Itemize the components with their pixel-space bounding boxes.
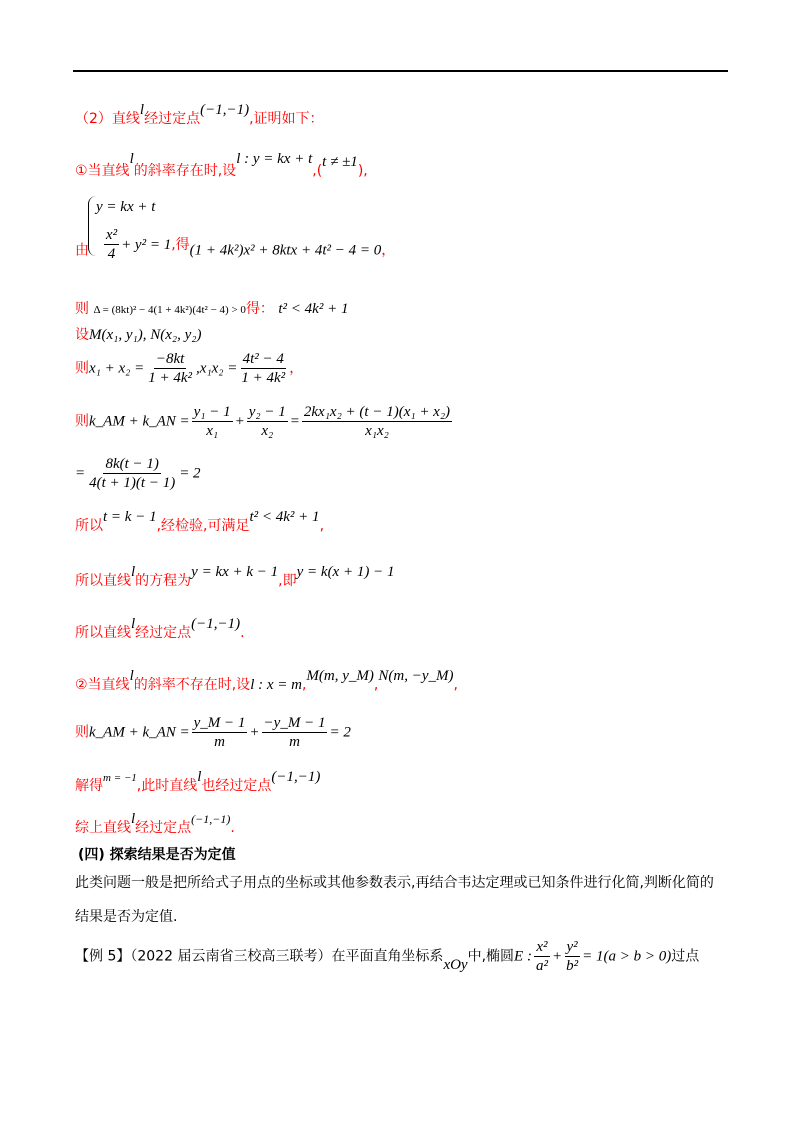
delta-de: 得： <box>245 301 274 317</box>
conclusion-line <box>75 811 235 837</box>
example5-zhong: 中,椭圆 <box>467 948 515 965</box>
system-de: ,得 <box>171 236 190 253</box>
lineeq-ji: ,即 <box>278 573 297 589</box>
vieta-prod-den: 1 + 4k² <box>241 370 286 386</box>
solve-label: 解得 <box>75 778 103 794</box>
section4-heading <box>78 844 236 864</box>
system-eq1 <box>96 199 155 216</box>
system-eq1-text: y = kx + t <box>96 199 156 215</box>
solve-text: ,此时直线 <box>136 778 198 794</box>
slopesum-f1-den: x₁ <box>206 423 219 439</box>
line-l-symbol: l <box>131 811 136 827</box>
case1-text: 的斜率存在时,设 <box>133 163 237 179</box>
slopesum-f3-num: 2kx₁x₂ + (t − 1)(x₁ + x₂) <box>303 404 451 420</box>
vieta-prod-fraction <box>239 350 287 387</box>
quadratic-result: (1 + 4k²)x² + 8ktx + 4t² − 4 = 0 <box>189 242 382 259</box>
eq2-rest: + y² = 1 <box>121 236 172 253</box>
header-rule <box>73 70 728 72</box>
line-l-symbol: l <box>197 769 202 785</box>
slopesum2-rhs: = 2 <box>329 724 351 741</box>
ellipse-f1-den: a² <box>535 958 548 974</box>
part2-passes: 经过定点 <box>144 111 201 127</box>
slopesum2-f2-den: m <box>289 734 300 750</box>
example5-tag: 【例 5】 <box>75 948 131 965</box>
para-text2: 结果是否为定值. <box>75 909 178 925</box>
fixed-point: (−1,−1) <box>271 769 321 785</box>
system-line <box>75 227 396 269</box>
slopesum2-f1 <box>192 714 248 751</box>
case2-c2: , <box>373 677 379 693</box>
slopesum-line <box>75 403 454 440</box>
slopesum-ze: 则 <box>75 413 89 430</box>
fixed-point: (−1,−1) <box>200 102 250 118</box>
simplify-den: 4(t + 1)(t − 1) <box>89 475 176 491</box>
vieta-ze: 则 <box>75 360 89 377</box>
lineeq-expr2: y = k(x + 1) − 1 <box>296 564 395 580</box>
ellipse-e: E : <box>514 948 532 965</box>
example5-tail: 过点 <box>671 948 700 965</box>
lineeq-expr1: y = kx + k − 1 <box>191 564 279 580</box>
system-tail: ， <box>381 242 396 259</box>
simplify-line <box>75 455 201 492</box>
slopesum2-ze: 则 <box>75 724 89 741</box>
delta-ze: 则 <box>75 301 89 317</box>
slopesum-eq: = <box>289 413 300 430</box>
case2-text: 的斜率不存在时,设 <box>133 677 251 693</box>
lineeq-text: 的方程为 <box>135 573 192 589</box>
conclusion-text: 经过定点 <box>135 820 192 836</box>
ellipse-f1 <box>534 938 550 975</box>
vieta-tail: ， <box>289 360 304 377</box>
system-you: 由 <box>75 242 89 259</box>
case2-line <box>75 668 458 694</box>
solve-text2: 也经过定点 <box>201 778 272 794</box>
slopesum-f3-den: x₁x₂ <box>365 423 389 439</box>
slopesum-f1-num: y₁ − 1 <box>193 404 231 420</box>
part2-line <box>75 102 324 128</box>
line-equation: l : y = kx + t <box>236 151 313 167</box>
conclusion-label: 综上直线 <box>75 820 131 836</box>
xoy-symbol: xOy <box>443 956 468 973</box>
point-n: N(m, −y_M) <box>378 668 454 684</box>
line-l-symbol: l <box>129 668 134 684</box>
para-line2 <box>75 906 177 926</box>
simplify-eq: = <box>75 465 86 482</box>
para-line1 <box>75 872 714 892</box>
fixed-point: (−1,−1) <box>191 616 241 632</box>
simplify-rhs: = 2 <box>179 465 201 482</box>
line-l-symbol: l <box>129 151 134 167</box>
soyi-check: ,经检验,可满足 <box>156 518 250 534</box>
case2-c1: , <box>301 677 307 693</box>
slopesum2-line <box>75 714 351 751</box>
point-m: M(m, y_M) <box>306 668 374 684</box>
case1-intro: ①当直线 <box>75 163 130 179</box>
lineeq-label: 所以直线 <box>75 573 131 589</box>
eq2-num: x² <box>105 227 118 243</box>
example5-line <box>75 938 699 975</box>
points-mn: M(x₁, y₁), N(x₂, y₂) <box>89 327 202 343</box>
vieta-prod-lhs: x₁x₂ = <box>199 360 238 377</box>
case2-line-eq: l : x = m <box>250 677 302 693</box>
slopesum-lhs: k_AM + k_AN = <box>89 413 190 430</box>
fixed-point: (−1,−1) <box>191 812 231 826</box>
slopesum-plus: + <box>234 413 245 430</box>
case2-c3: , <box>453 677 458 693</box>
simplify-fraction <box>87 455 177 492</box>
lineeq-line <box>75 564 395 590</box>
vieta-line <box>75 350 303 387</box>
fixed1-tail: . <box>240 625 245 641</box>
slopesum2-f2 <box>262 714 328 751</box>
slopesum2-lhs: k_AM + k_AN = <box>89 724 190 741</box>
vieta-sum-fraction <box>146 350 194 387</box>
case1-line <box>75 151 368 180</box>
soyi-label: 所以 <box>75 518 103 534</box>
section4-title: (四) 探索结果是否为定值 <box>78 847 236 863</box>
vieta-sum-den: 1 + 4k² <box>148 370 193 386</box>
slopesum2-f1-num: y_M − 1 <box>193 715 246 731</box>
slopesum-f2-num: y₂ − 1 <box>248 404 286 420</box>
line-l-symbol: l <box>139 102 145 118</box>
ellipse-f2-num: y² <box>566 939 578 955</box>
part2-label: （2）直线 <box>75 111 140 127</box>
soyi-tail: , <box>319 518 325 534</box>
vieta-sep: , <box>196 360 200 377</box>
t-equals-k-minus-1: t = k − 1 <box>103 509 157 525</box>
slopesum-f2 <box>247 403 288 440</box>
t-condition: t ≠ ±1 <box>322 154 358 170</box>
case1-close: ), <box>357 163 368 179</box>
delta-result: t² < 4k² + 1 <box>278 301 349 317</box>
solve-line <box>75 769 321 795</box>
setpoints-she: 设 <box>75 327 89 343</box>
fixed1-line <box>75 616 245 642</box>
vieta-prod-num: 4t² − 4 <box>242 351 284 367</box>
vieta-sum-num: −8kt <box>155 351 185 367</box>
eq2-den: 4 <box>107 246 116 262</box>
vieta-sum-lhs: x₁ + x₂ = <box>89 360 145 377</box>
soyi-cond: t² < 4k² + 1 <box>249 509 320 525</box>
simplify-num: 8k(t − 1) <box>105 456 159 472</box>
ellipse-plus: + <box>551 948 563 965</box>
delta-line <box>75 298 348 318</box>
line-l-symbol: l <box>131 564 136 580</box>
slopesum2-f2-num: −y_M − 1 <box>263 715 326 731</box>
example5-source: （2022 届云南省三校高三联考）在平面直角坐标系 <box>130 948 444 965</box>
case1-comma: ,( <box>312 163 323 179</box>
eq2-fraction <box>104 226 119 263</box>
part2-proof: ,证明如下： <box>249 111 324 127</box>
slopesum-f3 <box>302 403 452 440</box>
slopesum2-plus: + <box>249 724 260 741</box>
m-equals-minus-1: m = −1 <box>103 772 137 784</box>
slopesum-f2-den: x₂ <box>261 423 274 439</box>
slopesum2-f1-den: m <box>214 734 225 750</box>
soyi-line <box>75 509 325 535</box>
setpoints-line <box>75 324 201 344</box>
ellipse-f2 <box>564 938 580 975</box>
para-text1: 此类问题一般是把所给式子用点的坐标或其他参数表示,再结合韦达定理或已知条件进行化简,判断化简的 <box>75 875 714 891</box>
case2-intro: ②当直线 <box>75 677 130 693</box>
fixed1-label: 所以直线 <box>75 625 131 641</box>
conclusion-tail: . <box>230 820 235 836</box>
slopesum-f1 <box>192 403 233 440</box>
fixed1-text: 经过定点 <box>135 625 192 641</box>
line-l-symbol: l <box>131 616 136 632</box>
delta-expr: Δ = (8kt)² − 4(1 + 4k²)(4t² − 4) > 0 <box>93 304 246 316</box>
ellipse-f2-den: b² <box>566 958 579 974</box>
ellipse-f1-num: x² <box>536 939 548 955</box>
ellipse-rest: = 1(a > b > 0) <box>582 948 672 965</box>
